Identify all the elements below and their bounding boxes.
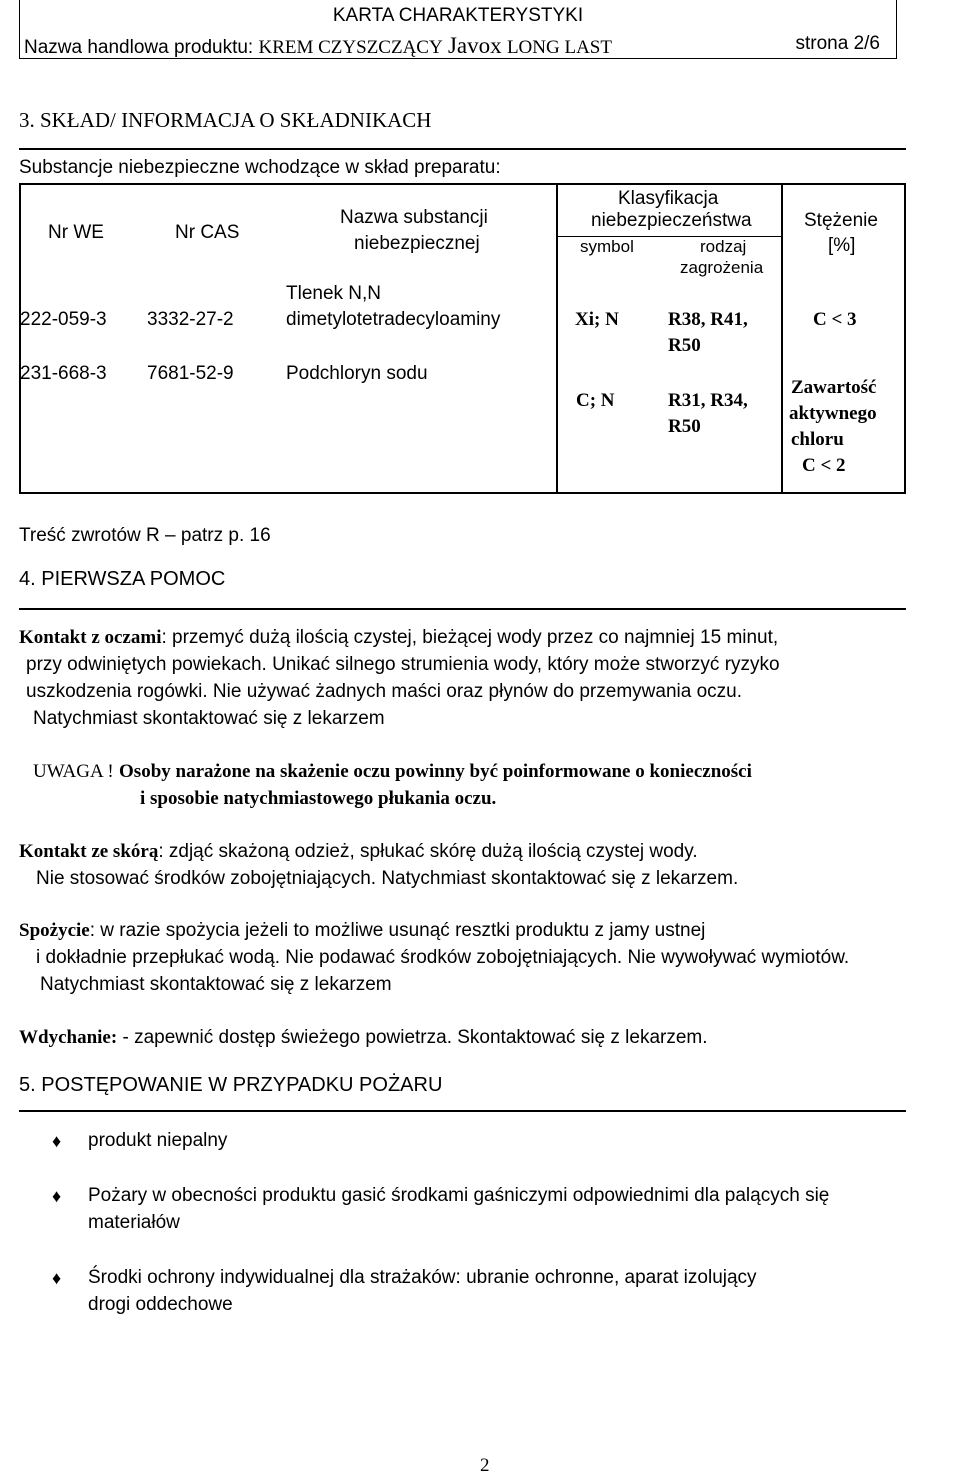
section4-rule — [19, 608, 906, 610]
row1-symbol: Xi; N — [575, 309, 619, 330]
product-name-b: Javox — [447, 33, 502, 58]
row2-stez-l4: C < 2 — [802, 455, 846, 476]
fire-item-2-l1: Pożary w obecności produktu gasić środkami gaśniczymi odpowiednimi dla palących się — [88, 1185, 830, 1206]
col-rodzaj-l2: zagrożenia — [680, 258, 764, 277]
fire-item-1: produkt niepalny — [88, 1130, 228, 1151]
section5-heading: 5. POSTĘPOWANIE W PRZYPADKU POŻARU — [19, 1074, 443, 1096]
document-header — [19, 0, 897, 59]
row1-rodzaj-l2: R50 — [668, 335, 701, 356]
row1-nr-we: 222-059-3 — [20, 309, 107, 330]
ingest-line-2: i dokładnie przepłukać wodą. Nie podawać środków zobojętniających. Nie wywoływać wymiotów. — [36, 947, 850, 968]
col-rodzaj-l1: rodzaj — [700, 237, 747, 256]
inhal-label: Wdychanie: — [19, 1027, 118, 1048]
fire-item-3-l2: drogi oddechowe — [88, 1294, 233, 1315]
skin-label: Kontakt ze skórą — [19, 841, 159, 862]
eyes-line-3: uszkodzenia rogówki. Nie używać żadnych maści oraz płynów do przemywania oczu. — [26, 681, 742, 702]
table-vline-2 — [781, 183, 783, 494]
section3-note: Treść zwrotów R – patrz p. 16 — [19, 525, 271, 546]
eyes-label: Kontakt z oczami — [19, 627, 162, 648]
section5-rule — [19, 1110, 906, 1112]
col-klas-l1: Klasyfikacja — [618, 188, 719, 209]
row1-rodzaj-l1: R38, R41, — [668, 309, 748, 330]
row2-name-l1: Podchloryn sodu — [286, 363, 428, 384]
warning-line-2 — [140, 785, 496, 812]
product-name-a: KREM CZYSZCZĄCY — [258, 37, 443, 58]
warning-line-1 — [33, 758, 752, 785]
fire-item-3-l1: Środki ochrony indywidualnej dla strażaków: ubranie ochronne, aparat izolujący — [88, 1267, 757, 1288]
warning-text-1: Osoby narażone na skażenie oczu powinny być poinformowane o konieczności — [119, 761, 752, 782]
table-vline-1 — [556, 183, 558, 494]
page-number: 2 — [480, 1455, 490, 1476]
row2-symbol: C; N — [576, 390, 615, 411]
skin-line-2: Nie stosować środków zobojętniających. Natychmiast skontaktować się z lekarzem. — [36, 868, 739, 889]
inhal-line-1 — [19, 1024, 708, 1051]
section3-intro: Substancje niebezpieczne wchodzące w skład preparatu: — [19, 157, 501, 178]
diamond-bullet-icon: ♦ — [52, 1186, 62, 1206]
product-prefix: Nazwa handlowa produktu: — [24, 37, 254, 58]
row2-stez-l2: aktywnego — [789, 403, 877, 424]
page-indicator: strona 2/6 — [795, 33, 880, 54]
row2-stez-l1: Zawartość — [791, 377, 877, 398]
row1-name-l2: dimetylotetradecyloaminy — [286, 309, 501, 330]
row2-nr-we: 231-668-3 — [20, 363, 107, 384]
col-name-l2: niebezpiecznej — [354, 233, 480, 254]
col-stez-l1: Stężenie — [804, 210, 878, 231]
product-line — [24, 33, 892, 59]
skin-line-1 — [19, 838, 698, 865]
row2-rodzaj-l1: R31, R34, — [668, 390, 748, 411]
ingest-text-1: : w razie spożycia jeżeli to możliwe usunąć resztki produktu z jamy ustnej — [89, 920, 706, 941]
col-nr-we: Nr WE — [48, 222, 104, 243]
eyes-line-4: Natychmiast skontaktować się z lekarzem — [33, 708, 385, 729]
row2-stez-l3: chloru — [791, 429, 844, 450]
diamond-bullet-icon: ♦ — [52, 1131, 62, 1151]
col-klas-l2: niebezpieczeństwa — [591, 210, 752, 231]
row2-nr-cas: 7681-52-9 — [147, 363, 234, 384]
eyes-text-1: : przemyć dużą ilością czystej, bieżącej wody przez co najmniej 15 minut, — [161, 627, 779, 648]
diamond-bullet-icon: ♦ — [52, 1268, 62, 1288]
section4-heading: 4. PIERWSZA POMOC — [19, 568, 226, 590]
row1-name-l1: Tlenek N,N — [286, 283, 382, 304]
col-stez-l2: [%] — [828, 235, 856, 256]
warning-text-2: i sposobie natychmiastowego płukania oczu. — [140, 788, 497, 809]
document-title: KARTA CHARAKTERYSTYKI — [332, 5, 584, 26]
col-nr-cas: Nr CAS — [175, 222, 240, 243]
product-name-c: LONG LAST — [506, 37, 612, 58]
eyes-line-2: przy odwiniętych powiekach. Unikać silnego strumienia wody, który może stworzyć ryzyko — [26, 654, 780, 675]
skin-text-1: : zdjąć skażoną odzież, spłukać skórę dużą ilością czystej wody. — [158, 841, 698, 862]
inhal-text-1: - zapewnić dostęp świeżego powietrza. Skontaktować się z lekarzem. — [117, 1027, 708, 1048]
row1-stez: C < 3 — [813, 309, 857, 330]
ingest-line-1 — [19, 917, 705, 944]
eyes-line-1 — [19, 624, 778, 651]
section3-rule — [19, 148, 906, 150]
warning-label: UWAGA ! — [33, 761, 114, 782]
fire-item-2-l2: materiałów — [88, 1212, 180, 1233]
col-symbol: symbol — [580, 237, 634, 256]
row1-nr-cas: 3332-27-2 — [147, 309, 234, 330]
section3-heading: 3. SKŁAD/ INFORMACJA O SKŁADNIKACH — [19, 108, 432, 132]
ingest-label: Spożycie — [19, 920, 90, 941]
col-name-l1: Nazwa substancji — [340, 207, 488, 228]
ingest-line-3: Natychmiast skontaktować się z lekarzem — [40, 974, 392, 995]
row2-rodzaj-l2: R50 — [668, 416, 701, 437]
